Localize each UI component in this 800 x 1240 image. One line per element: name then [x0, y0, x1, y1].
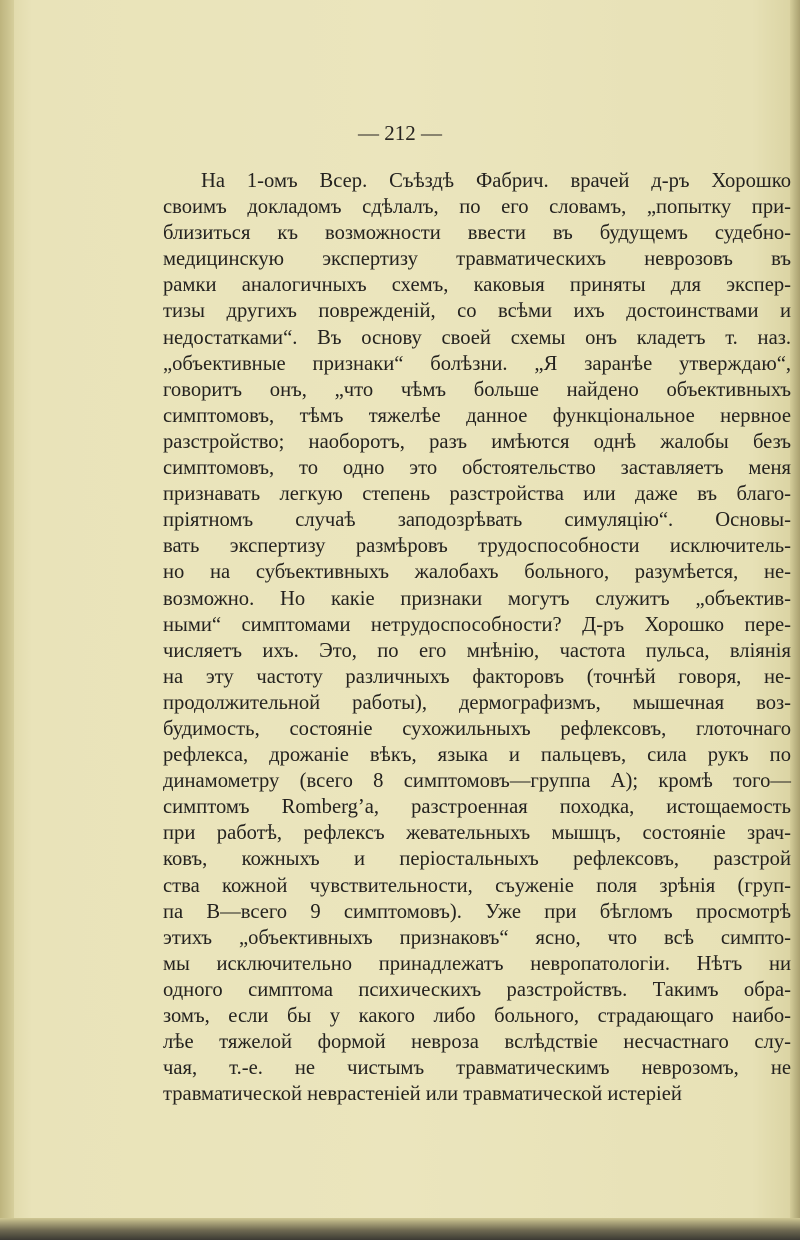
text-line: вать экспертизу размѣровъ трудоспособности исключитель-: [163, 535, 791, 558]
text-line: симптомъ Romberg’a, разстроенная походка, истощаемость: [163, 796, 791, 819]
text-line: травматической неврастеніей или травматической истеріей: [163, 1083, 682, 1106]
text-line: близиться къ возможности ввести въ будущемъ судебно-: [163, 222, 791, 245]
text-line: лѣе тяжелой формой невроза вслѣдствіе несчастнаго слу-: [163, 1031, 791, 1054]
text-line: пріятномъ случаѣ заподозрѣвать симуляцію“. Основы-: [163, 509, 791, 532]
text-line: тизы другихъ поврежденій, со всѣми ихъ достоинствами и: [163, 300, 791, 323]
text-line: говоритъ онъ, „что чѣмъ больше найдено объективныхъ: [163, 378, 791, 401]
text-line: но на субъективныхъ жалобахъ больного, разумѣется, не-: [163, 561, 791, 584]
text-line: симптомовъ, тѣмъ тяжелѣе данное функціональное нервное: [163, 404, 791, 427]
text-line: „объективные признаки“ болѣзни. „Я заранѣе утверждаю“,: [163, 352, 791, 375]
text-line: рефлекса, дрожаніе вѣкъ, языка и пальцевъ, сила рукъ по: [163, 744, 791, 767]
text-line: медицинскую экспертизу травматическихъ неврозовъ въ: [163, 248, 791, 271]
text-line: одного симптома психическихъ разстройствъ. Такимъ обра-: [163, 978, 791, 1001]
text-line: ными“ симптомами нетрудоспособности? Д-ръ Хорошко пере-: [163, 613, 791, 636]
text-line: па В—всего 9 симптомовъ). Уже при бѣгломъ просмотрѣ: [163, 900, 791, 923]
text-line: мы исключительно принадлежатъ невропатологіи. Нѣтъ ни: [163, 952, 791, 975]
text-line: ковъ, кожныхъ и періостальныхъ рефлексовъ, разстрой: [163, 848, 791, 871]
page-bottom-edge-shadow: [0, 1218, 800, 1240]
text-line: своимъ докладомъ сдѣлалъ, по его словамъ, „попытку при-: [163, 196, 791, 219]
page-left-edge-shadow: [0, 0, 14, 1240]
text-line: чая, т.-е. не чистымъ травматическимъ неврозомъ, не: [163, 1057, 791, 1080]
text-line: симптомовъ, то одно это обстоятельство заставляетъ меня: [163, 457, 791, 480]
text-line: числяетъ ихъ. Это, по его мнѣнію, частота пульса, вліянія: [163, 639, 791, 662]
text-line: недостатками“. Въ основу своей схемы онъ кладетъ т. наз.: [163, 326, 791, 349]
text-line: На 1-омъ Всер. Съѣздѣ Фабрич. врачей д-ръ Хорошко: [201, 170, 791, 192]
text-line: ства кожной чувствительности, съуженіе поля зрѣнія (груп-: [163, 874, 791, 897]
text-line: будимость, состояніе сухожильныхъ рефлексовъ, глоточнаго: [163, 717, 791, 740]
text-line: возможно. Но какіе признаки могутъ служитъ „объектив-: [163, 587, 791, 610]
text-line: разстройство; наоборотъ, разъ имѣются однѣ жалобы безъ: [163, 430, 791, 453]
body-paragraph: [163, 168, 791, 1107]
page-number: — 212 —: [358, 121, 442, 145]
text-line: признавать легкую степень разстройства или даже въ благо-: [163, 483, 791, 506]
text-line: зомъ, если бы у какого либо больного, страдающаго наибо-: [163, 1005, 791, 1027]
text-line: при работѣ, рефлексъ жевательныхъ мышцъ, состояніе зрач-: [163, 822, 791, 845]
text-line: на эту частоту различныхъ факторовъ (точнѣй говоря, не-: [163, 665, 791, 688]
text-line: этихъ „объективныхъ признаковъ“ ясно, что всѣ симпто-: [163, 926, 791, 949]
text-line: продолжительной работы), дермографизмъ, мышечная воз-: [163, 691, 791, 714]
text-line: динамометру (всего 8 симптомовъ—группа А); кромѣ того—: [163, 770, 791, 793]
text-line: рамки аналогичныхъ схемъ, каковыя приняты для экспер-: [163, 274, 791, 297]
page-right-edge-shadow: [790, 0, 800, 1240]
